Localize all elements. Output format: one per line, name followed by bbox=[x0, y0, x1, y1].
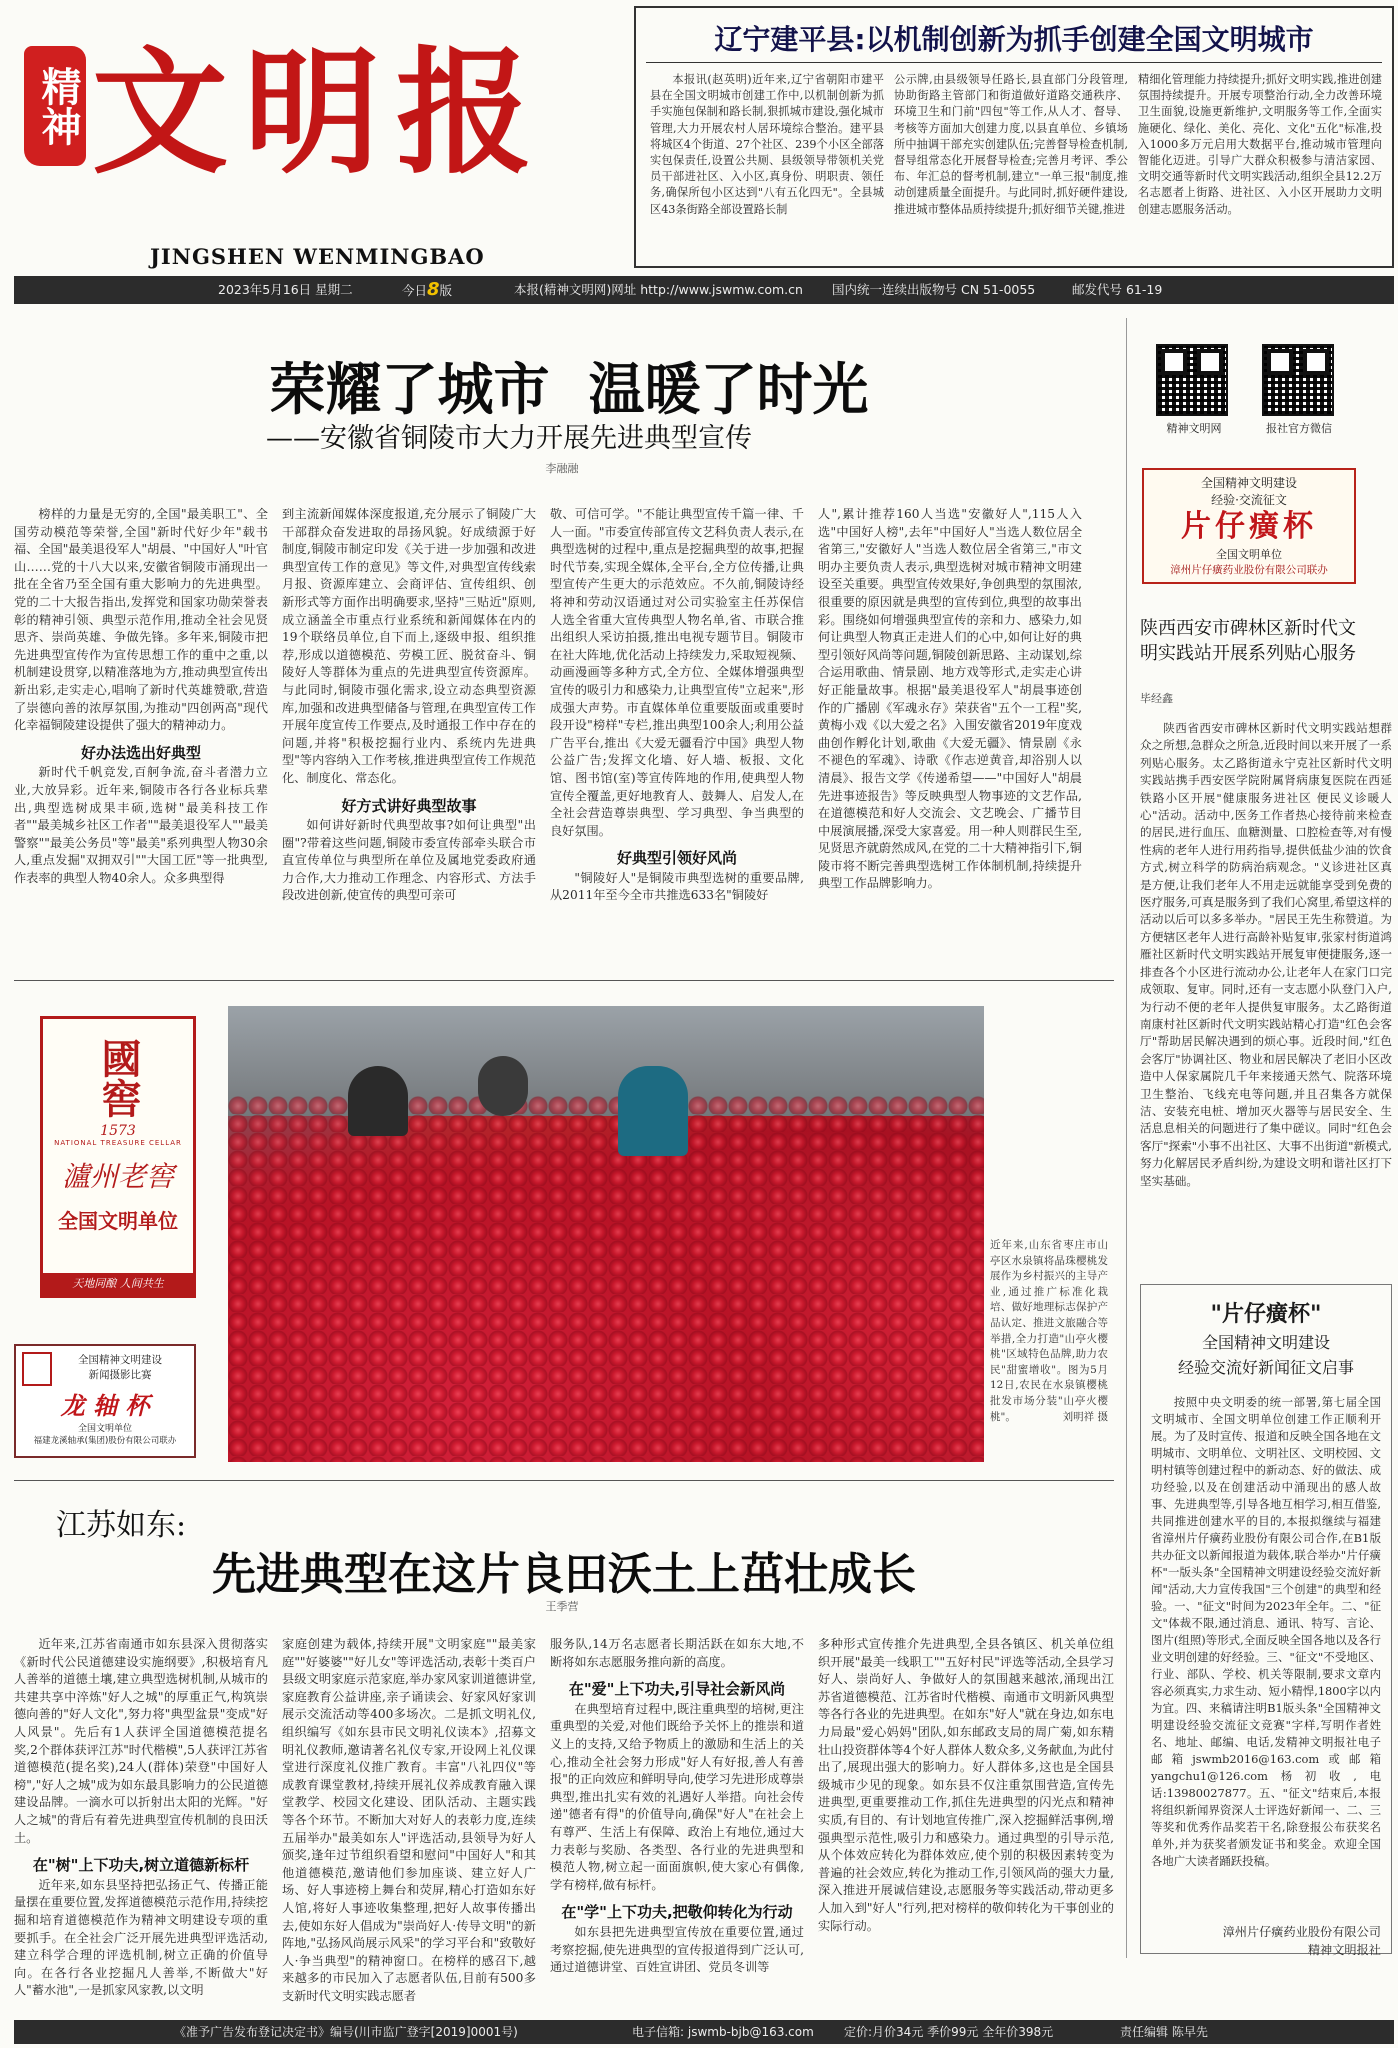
masthead bbox=[14, 10, 629, 282]
story2-kicker: 江苏如东: bbox=[56, 1508, 187, 1543]
side-story-body: 陕西省西安市碑林区新时代文明实践站想群众之所想,急群众之所急,近段时间以来开展了一系列贴心服务。太乙路街道永宁克社区新时代文明实践站携手西安医学院附属肾病康复医院在西延铁路小区开展"健康服务进社区 便民义诊暖人心"活动。活动中,医务工作者热心接待前来检查的居民,进行血压、血糖测量、口腔检查等,对有慢性病的老年人进行用药指导,提供低盐少油的饮食方式,树立科学的防病治病观念。"义诊进社区真是方便,让我们老年人不用走远就能享受到免费的医疗服务,可真是服务到了我们心窝里,希望这样的活动以后可以多多举办。"居民王先生称赞道。为方便辖区老年人进行高龄补贴复审,张家村街道鸿雁社区新时代文明实践站开展复审便捷服务,逐一排查各个小区进行流动办公,让老年人在家门口完成领取、复审。同时,还有一支志愿小队登门入户,为行动不便的老年人提供复审服务。太乙路街道南康村社区新时代文明实践站精心打造"红色会客厅"帮助居民解决遇到的烦心事。近段时间,"红色会客厅"协调社区、物业和居民解决了老旧小区改造中人保家属院几千年来接通天然气、院落环境卫生整治、飞线充电等问题,并且召集各方就保洁、安装充电桩、增加灭火器等与居民安全、生活息息相关的问题进行了集中磋议。同时"红色会客厅"探索"小事不出社区、大事不出街道"新模式,努力化解居民矛盾纠纷,为建设文明和谐社区打下坚实基础。 bbox=[1140, 721, 1392, 1188]
ad-longzhou-brand: 龙 轴 杯 bbox=[60, 1391, 150, 1420]
lead-author: 李融融 bbox=[545, 462, 579, 475]
story2-subhead-1: 在"树"上下功夫,树立道德新标杆 bbox=[32, 1856, 250, 1875]
photo-caption: 近年来,山东省枣庄市山亭区水泉镇将晶珠樱桃发展作为乡村振兴的主导产业,通过推广标准化栽培、做好地理标志保护产品认定、推进文旅融合等举措,全力打造"山亭火樱桃"区域特色品牌,助力农民"甜蜜增收"。图为5月12日,农民在水泉镇樱桃批发市场分装"山亭火樱桃"。 刘明祥 摄 bbox=[990, 1239, 1108, 1423]
qr-right-label: 报社官方微信 bbox=[1266, 422, 1332, 435]
story2-subhead-2: 在"爱"上下功夫,引导社会新风尚 bbox=[568, 1680, 786, 1699]
cn-number: 国内统一连续出版物号 CN 51-0055 bbox=[832, 282, 1036, 297]
masthead-pinyin: JINGSHEN WENMINGBAO bbox=[150, 244, 485, 269]
story2-col-4: 多种形式宣传推介先进典型,全县各镇区、机关单位组织开展"最美一线职工""五好村民"评选等活动,全县学习好人、崇尚好人、争做好人的氛围越来越浓,涌现出江苏省道德模范、江苏省时代楷模、南通市文明新风典型等各行各业的先进典型。在如东"好人"就在身边,如东电力局最"爱心妈妈"团队,如东邮政支局的周广菊,如东精壮山投资群体等4个好人群体人数众多,义务献血,为此付出了,展现出强大的影响力。好人群体多,这也是全国县级城市少见的现象。如东县不仅注重氛围营造,宣传先进典型,更重要推动工作,抓住先进典型的闪光点和精神实质,有目的、有计划地宣传推广,深入挖掘鲜活事例,增强典型示范性,吸引力和感染力。通过典型的引导示范,从个体效应转化为群体效应,使个别的积极因素转变为普遍的社会效应,转化为推动工作,引领风尚的强大力量,深入推进开展诚信建设,志愿服务等实践活动,带动更多人加入到"好人"行列,把对榜样的敬仰转化为干事创业的实际行动。 bbox=[818, 1637, 1114, 1933]
issue-date: 2023年5月16日 星期二 bbox=[218, 282, 353, 297]
top-story-box bbox=[634, 6, 1394, 268]
qr-left-label: 精神文明网 bbox=[1166, 422, 1222, 435]
story2-col-2: 家庭创建为载体,持续开展"文明家庭""最美家庭""好婆婆""好儿女"等评选活动,表彰十类百户县级文明家庭示范家庭,举办家风家训道德讲堂,家庭教育公益讲座,亲子诵读会、好家风好家训展示交流活动等400多场次。二是抓文明礼仪,组织编写《如东县市民文明礼仪读本》,招募文明礼仪教师,邀请著名礼仪专家,开设网上礼仪课堂进行深度礼仪推广教育。丰富"八礼四仪"等成教育课堂教材,持续开展礼仪养成教育融入课堂教学、校园文化建设、团队活动、主题实践等各个环节。不断加大对好人的表彰力度,连续五届举办"最美如东人"评选活动,县领导为好人颁奖,逢年过节组织看望和慰问"中国好人"和其他道德模范,邀请他们参加座谈、建立好人广场、好人事迹榜上舞台和荧屏,精心打造如东好人馆,将好人事迹收集整理,把好人故事传播出去,使如东好人倡成为"崇尚好人·传导文明"的新阵地,"弘扬风尚展示风采"的学习平台和"致敬好人·争当典型"的精神窗口。在榜样的感召下,越来越多的市民加入了志愿者队伍,目前有500多支新时代文明实践志愿者 bbox=[282, 1637, 536, 2003]
side-story-author: 毕经鑫 bbox=[1140, 692, 1173, 705]
cherry-photo bbox=[228, 1006, 984, 1462]
lead-col-4: 人",累计推荐160人当选"安徽好人",115人入选"中国好人榜",去年"中国好人"当选人数位居全省第三,"安徽好人"当选人数位居全省第三,"市文明办主要负责人表示,典型选树对城市精神文明建设至关重要。典型宣传效果好,争创典型的氛围浓,很重要的原因就是典型的宣传到位,典型的故事出彩。围绕如何增强典型宣传的亲和力、感染力,如何让典型人物真正走进人们的心中,如何让好的典型引领好风尚等问题,铜陵创新思路、主动谋划,综合运用歌曲、情景剧、地方戏等形式,走实走心讲好正能量故事。根据"最美退役军人"胡晨事迹创作的广播剧《军魂永存》荣获省"五个一工程"奖,黄梅小戏《以大爱之名》入围安徽省2019年度戏曲创作孵化计划,歌曲《大爱无疆》、情景剧《永不褪色的军魂》、诗歌《作志逆黄音,却浴别人以清晨》、报告文学《传递希望——"中国好人"胡晨先进事迹报告》等反映典型人物事迹的文艺作品,在道德模范和好人交流会、文艺晚会、广播节目中展演展播,深受大家喜爱。用一种人则群民生至,见贤思齐就蔚然成风,在党的二十大精神指引下,铜陵市将不断完善典型选树工作体制机制,持续提升典型工作品牌影响力。 bbox=[818, 507, 1082, 891]
site-url[interactable]: 本报(精神文明网)网址 http://www.jswmw.com.cn bbox=[514, 282, 803, 297]
ad-pianzai-notice bbox=[1140, 1284, 1392, 1957]
top-story-headline[interactable]: 辽宁建平县:以机制创新为抓手创建全国文明城市 bbox=[714, 23, 1314, 56]
masthead-title: 文明报 bbox=[92, 33, 548, 193]
lead-title[interactable]: 荣耀了城市 温暖了时光 bbox=[269, 358, 869, 423]
footer-price: 定价:月价34元 季价99元 全年价398元 bbox=[844, 2025, 1054, 2039]
notice-body: 按照中央文明委的统一部署,第七届全国文明城市、全国文明单位创建工作正顺利开展。为了及时宣传、报道和反映全国各地在文明城市、文明单位、文明社区、文明校园、文明村镇等创建过程中的新动态、好的做法、成功经验,以及在创建活动中涌现出的感人故事、先进典型等,引导各地互相学习,相互借鉴,共同推进创建水平的目的,本报拟继续与福建省漳州片仔癀药业股份有限公司合作,在B1版共办征文以新闻报道为载体,联合举办"片仔癀杯"一版头条"全国精神文明建设经验交流好新闻"活动,大力宣传我国"三个创建"的典型和经验。一、"征文"时间为2023年全年。二、"征文"体裁不限,通过消息、通讯、特写、言论、图片(组照)等形式,全面反映全国各地以及各行业文明创建的好经验。三、"征文"不受地区、行业、部队、学校、机关等限制,要求文章内容必须真实,力求生动、短小精悍,1800字以内为宜。四、来稿请注明B1版头条"全国精神文明建设经验交流征文竞赛"字样,写明作者姓名、地址、邮编、电话,发精神文明报社电子邮箱jswmb2016@163.com或邮箱yangchu1@126.com杨初收,电话:13980027877。五、"征文"结束后,本报将组织新闻界资深人士评选好新闻一、二、三等奖和优秀作品奖若干名,除登报公布获奖名单外,并为获奖者颁发证书和奖金。欢迎全国各地广大读者踊跃投稿。 bbox=[1151, 1395, 1381, 1868]
ad-guojiao-brand: 國窖 bbox=[95, 1038, 142, 1118]
ad-guojiao-sub: 瀘州老窖 bbox=[61, 1160, 174, 1193]
story2-title[interactable]: 先进典型在这片良田沃土上茁壮成长 bbox=[212, 1549, 916, 1600]
lead-subtitle: ——安徽省铜陵市大力开展先进典型宣传 bbox=[266, 423, 752, 454]
top-story-col-2: 公示牌,由县级领导任路长,县直部门分段管理,协助街路主管部门和街道做好道路交通秩序、环境卫生和门前"四包"等工作,从人才、督导、考核等方面加大创建力度,以县直单位、乡镇场所中抽调干部充实创建队伍;完善督导检查机制,督导组常态化开展督导检查;完善月考评、季公布、年汇总的督考机制,建立"一单三报"制度,推动创建质量全面提升。与此同时,抓好硬件建设,推进城市整体品质持续提升;抓好细节关键,推进 bbox=[894, 73, 1128, 216]
farmer bbox=[618, 1066, 688, 1156]
footer-email[interactable]: 电子信箱: jswmb-bjb@163.com bbox=[632, 2025, 814, 2039]
qr-code-icon bbox=[1156, 344, 1228, 416]
ad-guojiao-year: 1573 bbox=[100, 1123, 136, 1139]
lead-subhead-1: 好办法选出好典型 bbox=[80, 743, 201, 762]
ad-guojiao[interactable]: 國窖 1573 NATIONAL TREASURE CELLAR 瀘州老窖 全国文明单位 天地同酿 人间共生 bbox=[40, 1016, 196, 1298]
notice-sign-1: 漳州片仔癀药业股份有限公司 bbox=[1222, 1925, 1381, 1939]
notice-sign-2: 精神文明报社 bbox=[1307, 1942, 1381, 1957]
lead-subhead-3: 好典型引领好风尚 bbox=[616, 849, 737, 868]
lead-col-2: 到主流新闻媒体深度报道,充分展示了铜陵广大干部群众奋发进取的昂扬风貌。好成绩源于好制度,铜陵市制定印发《关于进一步加强和改进典型宣传工作的意见》等文件,对典型宣传线索月报、资源库建立、会商评估、宣传组织、创新形式等方面作出明确要求,坚持"三贴近"原则,成立涵盖全市重点行业系统和新闻媒体在内的19个联络员单位,自下而上,逐级申报、组织推荐,形成以道德模范、劳模工匠、脱贫奋斗、铜陵好人等群体为重点的先进典型宣传资源库。与此同时,铜陵市强化需求,设立动态典型资源库,加强和改进典型储备与管理,在典型宣传工作开展年度宣传工作要点,及时通报工作中存在的问题,并将"积极挖掘行业内、系统内先进典型"等内容纳入工作考核,推进典型宣传工作规范化、制度化、常态化。 好方式讲好典型故事 如何讲好新时代典型故事?如何让典型"出圈"?带着这些问题,铜陵市委宣传部牵头联合市直宣传单位与典型所在单位及属地党委政府通力合作,大力推动工作理念、内容形式、方法手段改进创新,使宣传的典型可亲可 bbox=[282, 507, 536, 903]
story2-col-3: 服务队,14万名志愿者长期活跃在如东大地,不断将如东志愿服务推向新的高度。 在"爱"上下功夫,引导社会新风尚 在典型培育过程中,既注重典型的培树,更注重典型的关爱,对他们既给予关怀上的推崇和道义上的支持,又给予物质上的激励和生活上的关心,推动全社会努力形成"好人有好报,善人有善报"的正向效应和鲜明导向,使学习先进形成尊崇典型,推出扎实有效的礼遇好人举措。向社会传递"德者有得"的价值导向,确保"好人"在社会上有尊严、生活上有保障、政治上有地位,通过大力表彰与奖励、各类型、各行业的先进典型和模范人物,树立起一面面旗帜,使大家心有偶像,学有榜样,做有标杆。 在"学"上下功夫,把敬仰转化为行动 如东县把先进典型宣传放在重要位置,通过考察挖掘,使先进典型的宣传报道得到广泛认可,通过道德讲堂、百姓宣讲团、党员冬训等 bbox=[550, 1637, 804, 1975]
story2-subhead-3: 在"学"上下功夫,把敬仰转化为行动 bbox=[561, 1903, 793, 1922]
notice-title-2: 全国精神文明建设 bbox=[1201, 1333, 1330, 1352]
farmer bbox=[348, 1066, 408, 1136]
lead-col-1: 榜样的力量是无穷的,全国"最美职工"、全国劳动模范等荣誉,全国"新时代好少年"载书福、全国"最美退役军人"胡晨、"中国好人"叶官山……党的十八大以来,安徽省铜陵市涌现出一批在全省乃至全国有重大影响力的先进典型。党的二十大报告指出,发挥党和国家功勋荣誉表彰的精神引领、典型示范作用,推动全社会见贤思齐、崇尚英雄、争做先锋。多年来,铜陵市把先进典型宣传作为宣传思想工作的重中之重,以机制建设贯穿,以精准落地为方,推动典型宣传出新出彩,走实走心,唱响了新时代英雄赞歌,营造了崇德向善的浓厚氛围,为推动"四创两高"现代化幸福铜陵建设提供了强大的精神动力。 好办法选出好典型 新时代千帆竞发,百舸争流,奋斗者潜力立业,大放异彩。近年来,铜陵市各行各业标兵辈出,典型选树成果丰硕,选树"最美科技工作者""最美城乡社区工作者""最美退役军人""最美警察""最美公务员"等"最美"系列典型人物30余人,重点发掘"双拥双引""大国工匠"等一批典型,作表率的典型人物40余人。众多典型得 bbox=[14, 507, 268, 885]
story2-col-1: 近年来,江苏省南通市如东县深入贯彻落实《新时代公民道德建设实施纲要》,积极培育凡人善举的道德土壤,建立典型选树机制,从城市的共建共享中淬炼"好人之城"的厚重正气,构筑崇德向善的"好人文化",努力将"典型盆景"变成"好人风景"。先后有1人获评全国道德模范提名奖,2个群体获评江苏"时代楷模",5人获评江苏省道德模范(提名奖),24人(群体)荣登"中国好人榜","好人之城"成为如东最具影响力的公民道德建设品牌。一滴水可以折射出太阳的光辉。"好人之城"的背后有着先进典型宣传机制的良田沃土。 在"树"上下功夫,树立道德新标杆 近年来,如东县坚持把弘扬正气、传播正能量摆在重要位置,发挥道德模范示范作用,持续挖掘和培育道德模范作为精神文明建设专项的重要抓手。在全社会广泛开展先进典型评选活动,建立科学合理的评选机制,树立正确的价值导向。在各行各业挖掘凡人善举,不断做大"好人"蓄水池",一是抓家风家教,以文明 bbox=[14, 1637, 268, 1998]
footer-editor: 责任编辑 陈早先 bbox=[1120, 2025, 1208, 2039]
pages-today: 今日8版 bbox=[402, 279, 453, 300]
story2-author: 王季营 bbox=[545, 1600, 579, 1613]
notice-title-3: 经验交流好新闻征文启事 bbox=[1177, 1358, 1354, 1377]
logo-icon bbox=[22, 1352, 52, 1386]
info-bar bbox=[14, 276, 1394, 304]
notice-title-1: "片仔癀杯" bbox=[1210, 1301, 1322, 1327]
post-code: 邮发代号 61-19 bbox=[1072, 282, 1163, 297]
ad-longzhou[interactable]: 全国精神文明建设 新闻摄影比赛 龙 轴 杯 全国文明单位 福建龙溪轴承(集团)股份有限公司联办 bbox=[14, 1344, 196, 1458]
top-story-col-3: 精细化管理能力持续提升;抓好文明实践,推进创建氛围持续提升。开展专项整治行动,全力改善环境卫生面貌,设施更新维护,文明服务等工作,全面实施硬化、绿化、美化、亮化、文化"五化"标准,投入1000多万元启用大数据平台,推动城市管理向智能化迈进。引导广大群众积极参与清洁家园、文明交通等新时代文明实践活动,组织全县12.2万名志愿者上街路、进社区、入小区开展助力文明创建志愿服务活动。 bbox=[1138, 73, 1382, 216]
qr-right[interactable] bbox=[1262, 344, 1334, 416]
farmer bbox=[478, 1056, 528, 1116]
top-story-col-1: 本报讯(赵英明)近年来,辽宁省朝阳市建平县在全国文明城市创建工作中,以机制创新为抓手实施包保制和路长制,狠抓城市建设,强化城市管理,大力开展农村人居环境综合整治。建平县将城区4个街道、27个社区、239个小区全部落实包保责任,设置公共厕、县级领导带领机关党员干部进社区、入小区,真身份、明职责、领任务,确保所包小区达到"八有五化四无"。全县城区43条街路全部设置路长制 bbox=[650, 73, 884, 216]
masthead-seal: 精神 bbox=[24, 46, 86, 166]
qr-code-icon bbox=[1262, 344, 1334, 416]
ad-pianzai[interactable]: 全国精神文明建设 经验·交流征文 片仔癀杯 全国文明单位 漳州片仔癀药业股份有限公司联办 bbox=[1142, 468, 1356, 584]
ad-pianzai-brand: 片仔癀杯 bbox=[1181, 509, 1317, 544]
footer-ad-license: 《准予广告发布登记决定书》编号(川市监广登字[2019]0001号) bbox=[174, 2025, 518, 2039]
side-story-title[interactable]: 陕西西安市碑林区新时代文明实践站开展系列贴心服务 bbox=[1140, 618, 1356, 664]
lead-subhead-2: 好方式讲好典型故事 bbox=[341, 796, 477, 815]
footer-bar bbox=[14, 2020, 1394, 2044]
lead-col-3: 敬、可信可学。"不能让典型宣传千篇一律、千人一面。"市委宣传部宣传文艺科负责人表示,在典型选树的过程中,重点是挖掘典型的故事,把握时代节奏,实现全媒体,全平台,全方位传播,让典型宣传产生更大的示范效应。不久前,铜陵诗经将神和劳动汉语通过对公司实验室主任苏保信人选全省重大宣传典型人物名单,省、市联合推出组织人采访拍摄,推出电视专题节目。铜陵市在社大阵地,优化活动上持续发力,采取短视频、动画漫画等多种方式,全方位、全媒体增强典型宣传的吸引力和感染力,让典型宣传"立起来",形成强大声势。市直媒体单位重要版面或重要时段开设"榜样"专栏,推出典型100余人;利用公益广告平台,推出《大爱无疆看泞中国》典型人物公益广告;发挥文化墙、好人墙、板报、文化馆、图书馆(室)等宣传阵地的作用,使典型人物宣传全覆盖,更好地教育人、鼓舞人、启发人,在全社会营造尊崇典型、学习典型、争当典型的良好氛围。 好典型引领好风尚 "铜陵好人"是铜陵市典型选树的重要品牌,从2011年至今全市共推选633名"铜陵好 bbox=[550, 507, 804, 903]
qr-left[interactable] bbox=[1156, 344, 1228, 416]
